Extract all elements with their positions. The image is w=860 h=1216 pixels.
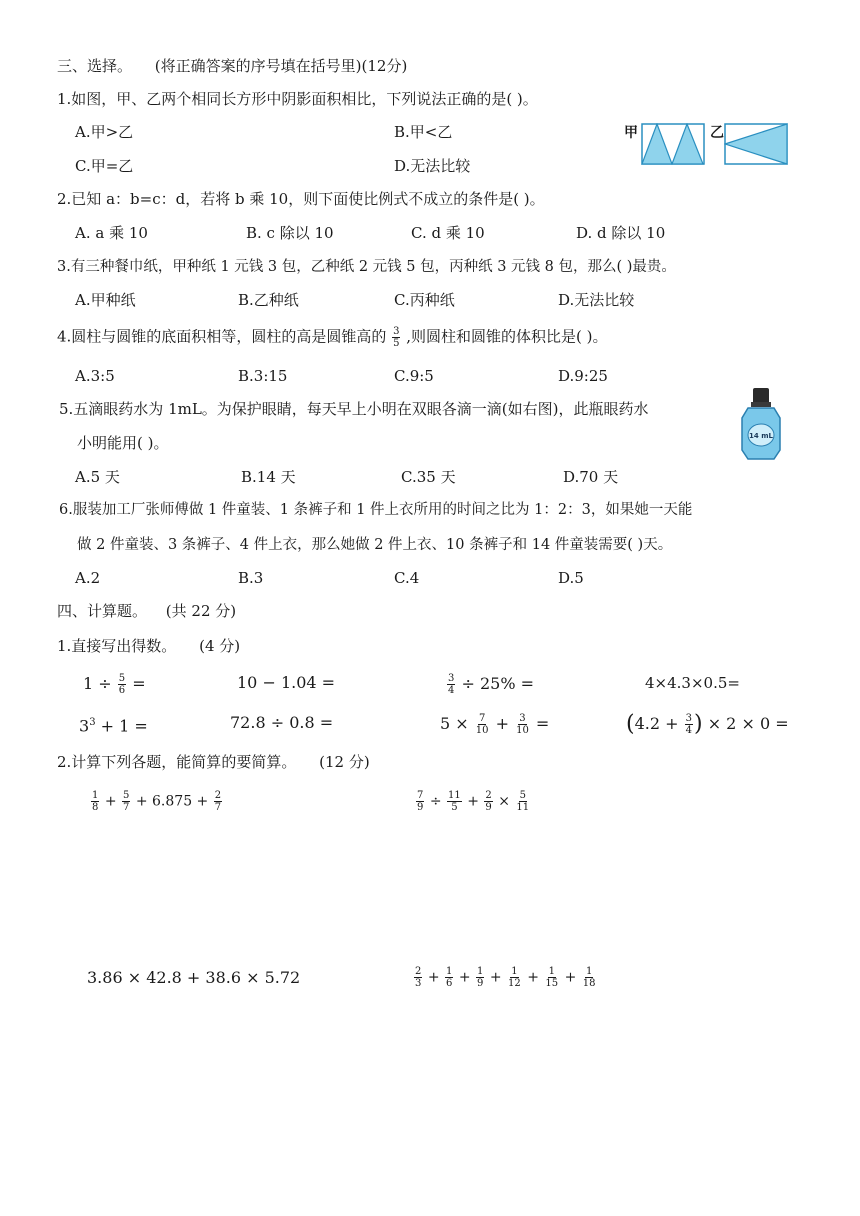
expr2-n4: 5 — [519, 790, 526, 801]
expr2-op2: + — [467, 793, 479, 810]
expr2-d2: 5 — [451, 802, 458, 813]
calc-r2c1-exp: 3 — [89, 717, 96, 728]
expr2-n1: 7 — [417, 790, 424, 801]
q6-option-c: C.4 — [394, 569, 420, 587]
expr1-frac3 — [214, 790, 222, 813]
expr4-op: + — [564, 969, 577, 986]
expr4-n5: 1 — [548, 966, 555, 977]
expr2-frac3 — [484, 790, 492, 813]
calc-r1c3-frac — [447, 673, 455, 696]
expr4-d4: 12 — [508, 978, 521, 989]
calc-r2c3-den1: 10 — [475, 725, 489, 736]
p2-score: (12 分) — [319, 753, 370, 771]
expr4-frac2 — [445, 966, 453, 989]
expr4-op: + — [427, 969, 440, 986]
q2-stem: 2.已知 a：b=c：d，若将 b 乘 10，则下面使比例式不成立的条件是( )。 — [57, 190, 545, 208]
expr1-d3: 7 — [214, 802, 222, 813]
q4-option-c: C.9:5 — [394, 367, 434, 385]
calc-r1c1-den: 6 — [118, 685, 126, 696]
calc-r1c1-b: = — [132, 674, 146, 693]
expr4-n1: 2 — [415, 966, 422, 977]
section3-heading-line — [57, 56, 407, 76]
calc-r1c3-den: 4 — [448, 685, 455, 696]
figure-jia-rectangle — [641, 123, 705, 165]
q5-option-d: D.70 天 — [563, 468, 619, 486]
expr1-d1: 8 — [92, 802, 99, 813]
calc-r2c3-a: 5 × — [440, 714, 469, 733]
calc-r1c1 — [83, 673, 146, 696]
p2-title: 2.计算下列各题，能简算的要简算。 — [57, 753, 297, 771]
expr2-frac1 — [416, 790, 424, 813]
expr4-frac6 — [582, 966, 597, 989]
calc-r2c4-num: 3 — [685, 713, 692, 724]
calc-r1c3-num: 3 — [448, 673, 455, 684]
expr4-n6: 1 — [585, 966, 593, 977]
q2-option-a: A. a 乘 10 — [75, 224, 148, 242]
expr1-n2: 5 — [123, 790, 130, 801]
expr2-frac2 — [447, 790, 462, 813]
q3-stem: 3.有三种餐巾纸，甲种纸 1 元钱 3 包，乙种纸 2 元钱 5 包，丙种纸 3 元钱 8 包，那么( )最贵。 — [57, 259, 676, 275]
expr2-op1: ÷ — [429, 793, 442, 810]
calc-r2c4: (4.2 + $\frac{3}{4}$ ) × 2 × 0 = — [626, 711, 789, 737]
calc-r2c3-op: + — [495, 714, 509, 733]
q6-option-b: B.3 — [238, 569, 264, 587]
q4-stem-post: ,则圆柱和圆锥的体积比是( )。 — [406, 327, 608, 346]
expr-4 — [413, 966, 598, 989]
q4-fraction — [392, 326, 400, 349]
expr4-d3: 9 — [477, 978, 484, 989]
q1-option-b: B.甲<乙 — [394, 123, 453, 141]
expr2-op3: × — [498, 793, 510, 810]
q3-option-d: D.无法比较 — [558, 291, 635, 309]
q5-stem-line2: 小明能用( )。 — [77, 434, 169, 452]
expr2-d4: 11 — [516, 802, 530, 813]
q2-option-d: D. d 除以 10 — [576, 224, 666, 242]
figure-label-jia: 甲 — [624, 125, 638, 141]
expr4-n3: 1 — [477, 966, 484, 977]
expr4-op: + — [489, 969, 502, 986]
expr4-d5: 15 — [545, 978, 559, 989]
calc-r2c1-base: 3 — [79, 716, 90, 736]
figure-label-yi: 乙 — [710, 125, 724, 141]
q3-option-c: C.丙种纸 — [394, 291, 455, 309]
expr4-d6: 18 — [582, 978, 596, 989]
q5-stem-line1: 5.五滴眼药水为 1mL。为保护眼睛，每天早上小明在双眼各滴一滴(如右图)，此瓶眼药水 — [59, 400, 649, 418]
p1-title: 1.直接写出得数。 — [57, 637, 177, 655]
calc-r2c1-b: + 1 = — [100, 716, 148, 736]
p2-title-line — [57, 752, 370, 772]
expr-1 — [90, 790, 223, 813]
expr4-frac3 — [476, 966, 484, 989]
calc-r2c3-frac2 — [515, 713, 530, 736]
q1-stem: 1.如图，甲、乙两个相同长方形中阴影面积相比，下列说法正确的是( )。 — [57, 90, 538, 108]
calc-r2c3-b: = — [535, 714, 550, 733]
expr2-d1: 9 — [417, 802, 424, 813]
calc-r1c3-b: ÷ 25% = — [461, 674, 535, 693]
bottle-label: 14 mL — [749, 432, 773, 440]
section4-heading-line — [57, 601, 236, 621]
expr1-d2: 7 — [123, 802, 130, 813]
calc-r2c4-frac — [685, 713, 693, 736]
p1-score: (4 分) — [199, 637, 241, 655]
calc-r2c4-a: 4.2 + — [634, 714, 679, 733]
calc-r2c4-b: × 2 × 0 = — [707, 714, 789, 733]
q4-stem-pre: 4.圆柱与圆锥的底面积相等，圆柱的高是圆锥高的 — [57, 327, 387, 346]
p1-title-line — [57, 636, 240, 656]
expr4-op: + — [527, 969, 539, 986]
calc-r2c3-num1: 7 — [478, 713, 486, 724]
expr1-op1: + — [104, 793, 117, 810]
calc-r2c3 — [440, 713, 549, 736]
expr2-d3: 9 — [485, 802, 492, 813]
q6-option-d: D.5 — [558, 569, 584, 587]
calc-r1c4: 4×4.3×0.5= — [645, 674, 740, 692]
calc-r2c3-frac1 — [475, 713, 490, 736]
q3-option-b: B.乙种纸 — [238, 291, 299, 309]
calc-r2c3-den2: 10 — [516, 725, 529, 736]
expr-2 — [415, 790, 531, 813]
expr4-d2: 6 — [446, 978, 453, 989]
expr4-d1: 3 — [415, 978, 422, 989]
calc-r2c3-num2: 3 — [519, 713, 526, 724]
q6-stem-line1: 6.服装加工厂张师傅做 1 件童装、1 条裤子和 1 件上衣所用的时间之比为 1：2：3，如果她一天能 — [59, 502, 693, 518]
expr4-n4: 1 — [511, 966, 518, 977]
expr1-frac1 — [91, 790, 99, 813]
q4-option-b: B.3:15 — [238, 367, 288, 385]
expr1-n3: 2 — [214, 790, 222, 801]
expr4-op: + — [458, 969, 471, 986]
q1-option-d: D.无法比较 — [394, 157, 471, 175]
q1-option-a: A.甲>乙 — [75, 123, 134, 141]
q6-stem-line2: 做 2 件童装、3 条裤子、4 件上衣，那么她做 2 件上衣、10 条裤子和 14 件童装需要( )天。 — [77, 537, 673, 553]
section3-note: (将正确答案的序号填在括号里)(12分) — [154, 57, 408, 75]
expr2-n3: 2 — [485, 790, 492, 801]
q4-option-d: D.9:25 — [558, 367, 608, 385]
expr4-frac1 — [414, 966, 422, 989]
q5-option-b: B.14 天 — [241, 468, 296, 486]
expr4-frac5 — [544, 966, 559, 989]
calc-r2c4-den: 4 — [685, 725, 692, 736]
calc-r1c1-a: 1 ÷ — [83, 674, 112, 693]
q5-option-c: C.35 天 — [401, 468, 456, 486]
q1-option-c: C.甲=乙 — [75, 157, 134, 175]
q2-option-b: B. c 除以 10 — [246, 224, 334, 242]
expr1-frac2 — [122, 790, 130, 813]
section4-note: (共 22 分) — [165, 602, 237, 620]
expr4-n2: 1 — [446, 966, 453, 977]
calc-r1c1-frac — [118, 673, 126, 696]
expr2-n2: 11 — [448, 790, 461, 801]
section3-heading: 三、选择。 — [57, 57, 133, 75]
calc-r2c1 — [79, 713, 148, 736]
expr-3: 3.86 × 42.8 + 38.6 × 5.72 — [87, 968, 301, 987]
eye-drop-bottle-icon — [740, 386, 782, 462]
expr1-n1: 1 — [92, 790, 99, 801]
q2-option-c: C. d 乘 10 — [411, 224, 485, 242]
q3-option-a: A.甲种纸 — [75, 291, 136, 309]
calc-r1c3 — [446, 673, 534, 696]
q4-stem — [57, 326, 608, 349]
expr1-mid: + 6.875 + — [135, 793, 209, 810]
q4-option-a: A.3:5 — [75, 367, 115, 385]
calc-r1c1-num: 5 — [118, 673, 126, 684]
figure-yi-rectangle — [724, 123, 788, 165]
expr2-frac4 — [515, 790, 530, 813]
section4-heading: 四、计算题。 — [57, 602, 148, 620]
expr4-frac4 — [507, 966, 522, 989]
calc-r2c2: 72.8 ÷ 0.8 = — [230, 713, 334, 732]
q6-option-a: A.2 — [75, 569, 101, 587]
q4-frac-den: 5 — [393, 338, 400, 349]
q4-frac-num: 3 — [393, 326, 400, 337]
calc-r1c2: 10 − 1.04 = — [237, 673, 336, 692]
q5-option-a: A.5 天 — [75, 468, 120, 486]
